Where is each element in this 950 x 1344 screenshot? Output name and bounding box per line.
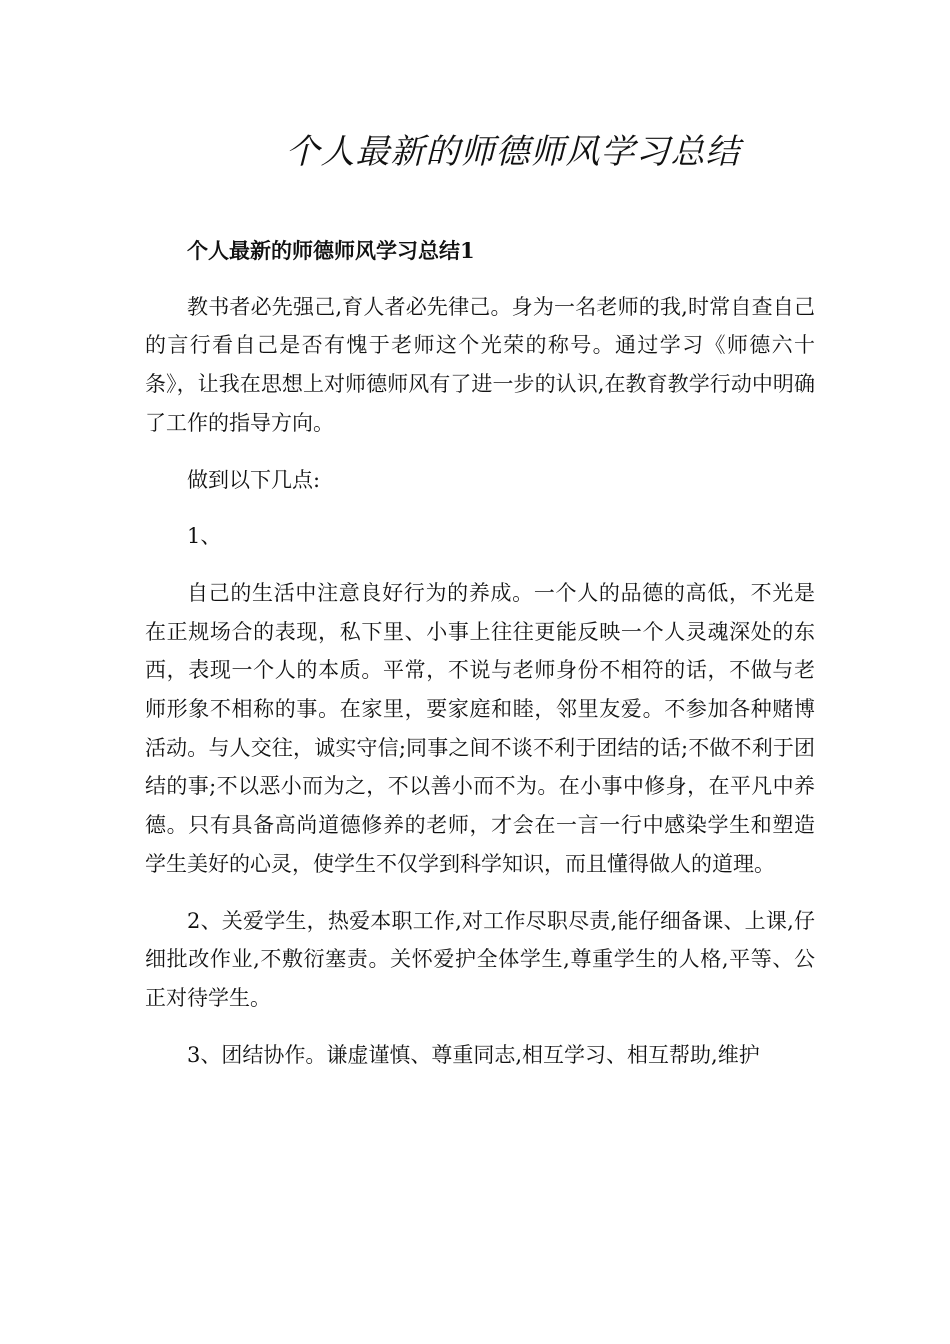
document-title: 个人最新的师德师风学习总结 bbox=[285, 132, 741, 172]
paragraph: 3、团结协作。谦虚谨慎、尊重同志,相互学习、相互帮助,维护 bbox=[187, 1042, 760, 1067]
paragraph: 教书者必先强己,育人者必先律己。身为一名老师的我,时常自查自己的言行看自己是否有愧于老师这个光荣的称号。通过学习《师德六十条》，让我在思想上对师德师风有了进一步的认识,在教育教学行动中明确了工作的指导方向。 bbox=[145, 294, 815, 435]
paragraph: 2、关爱学生，热爱本职工作,对工作尽职尽责,能仔细备课、上课,仔细批改作业,不敷衍塞责。关怀爱护全体学生,尊重学生的人格,平等、公正对待学生。 bbox=[145, 908, 815, 1010]
paragraph: 1、 bbox=[187, 524, 222, 549]
paragraph: 做到以下几点: bbox=[187, 467, 321, 492]
document-body bbox=[145, 232, 815, 1074]
paragraph: 自己的生活中注意良好行为的养成。一个人的品德的高低，不光是在正规场合的表现，私下里、小事上往往更能反映一个人灵魂深处的东西，表现一个人的本质。平常，不说与老师身份不相符的话，不做与老师形象不相称的事。在家里，要家庭和睦，邻里友爱。不参加各种赌博活动。与人交往，诚实守信;同事之间不谈不利于团结的话;不做不利于团结的事;不以恶小而为之，不以善小而不为。在小事中修身，在平凡中养德。只有具备高尚道德修养的老师，才会在一言一行中感染学生和塑造学生美好的心灵，使学生不仅学到科学知识，而且懂得做人的道理。 bbox=[145, 580, 815, 876]
section-heading: 个人最新的师德师风学习总结1 bbox=[187, 238, 475, 263]
